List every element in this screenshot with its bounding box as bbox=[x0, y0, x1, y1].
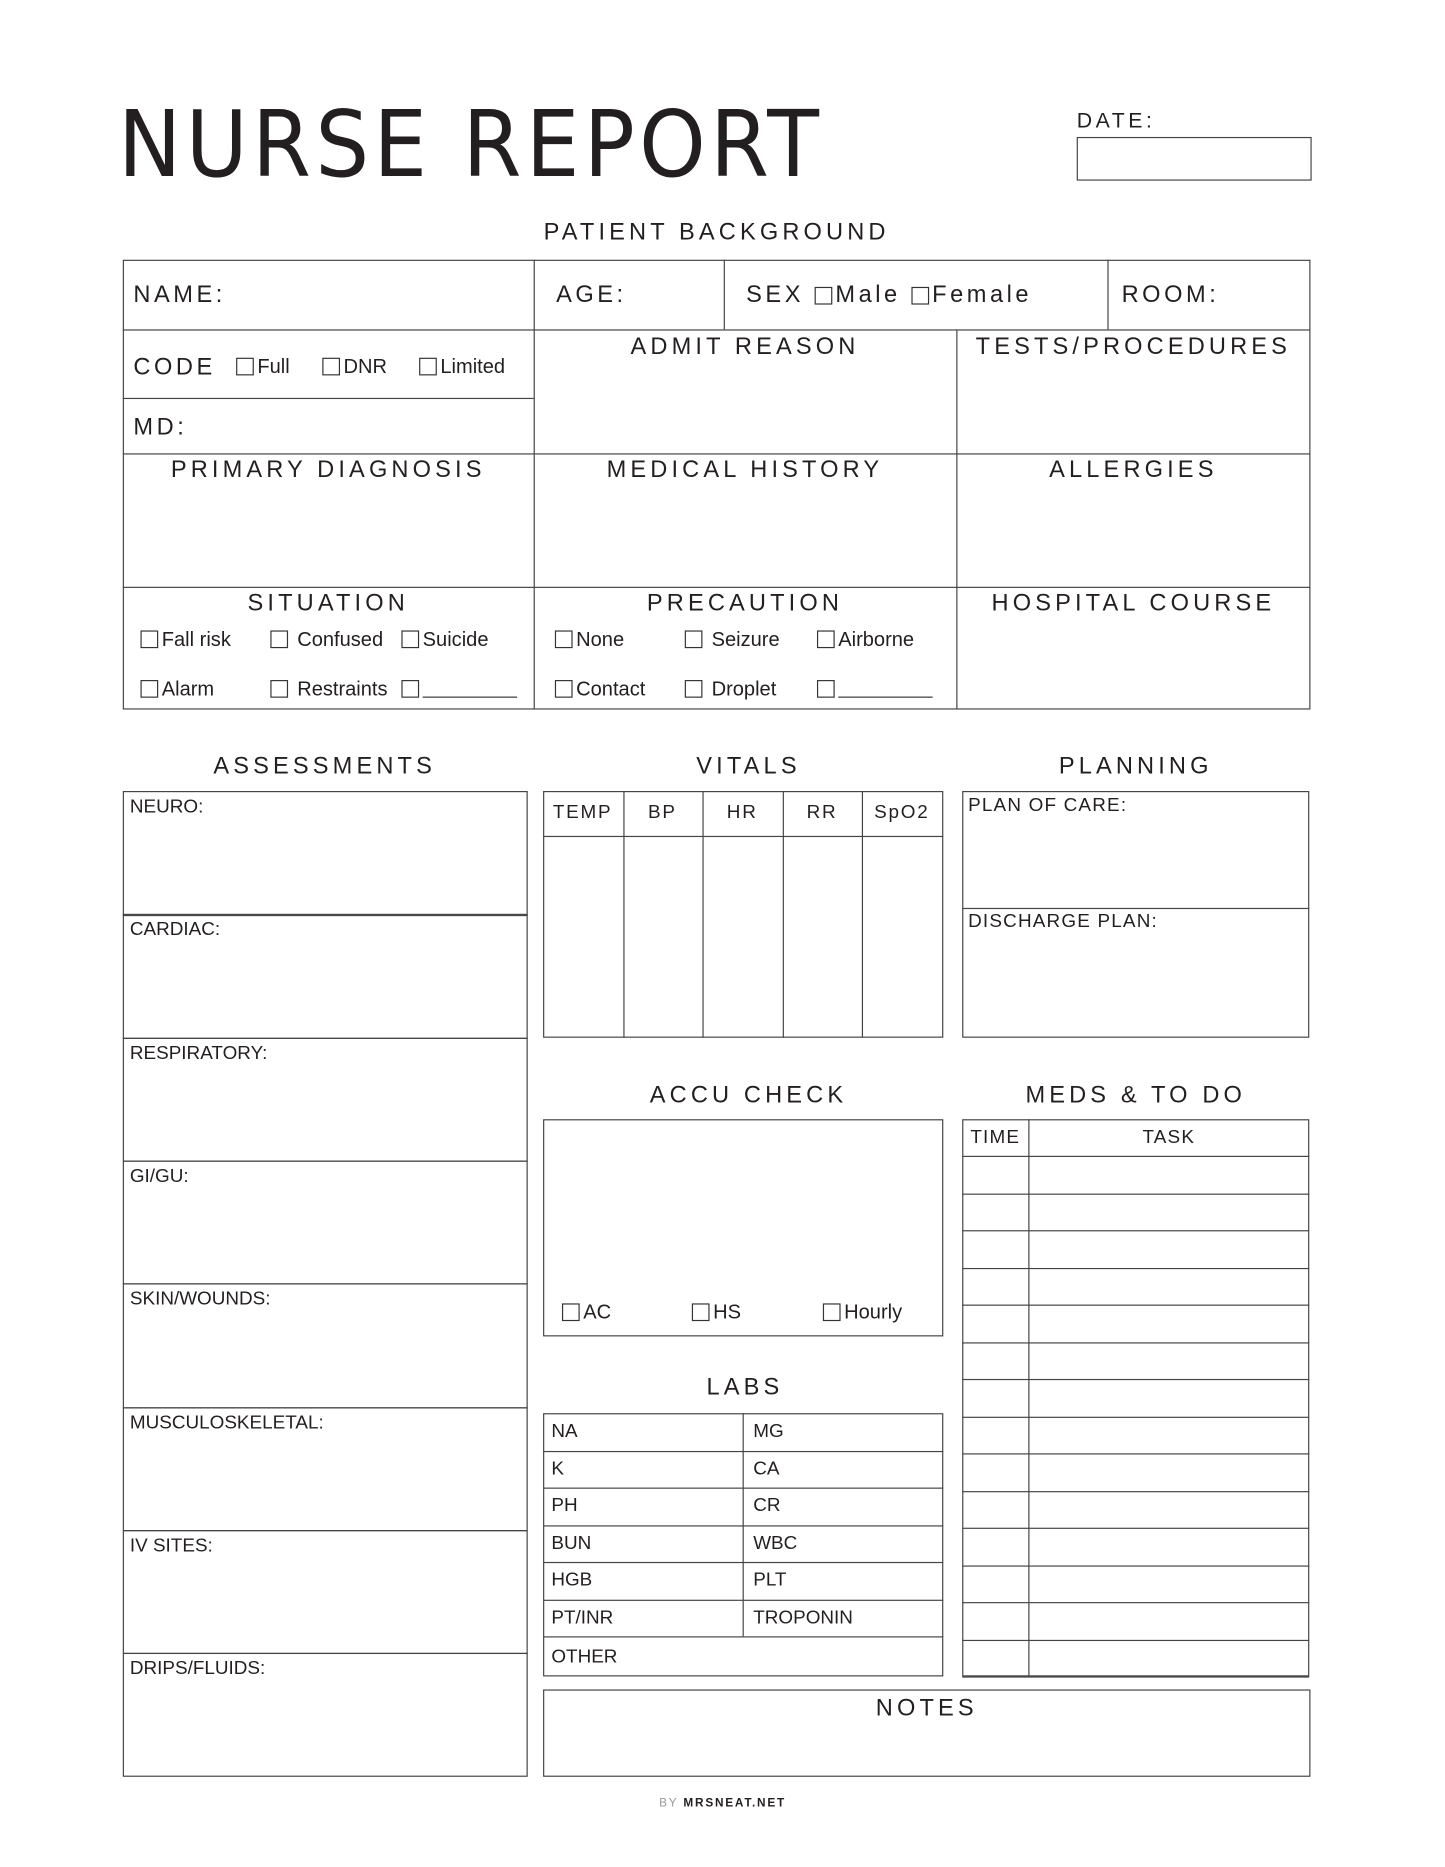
page-title: NURSE REPORT bbox=[118, 92, 824, 199]
vitals-column-header: BP bbox=[648, 802, 677, 823]
situation-heading: SITUATION bbox=[247, 590, 409, 617]
row-divider bbox=[543, 1636, 943, 1637]
column-divider bbox=[862, 791, 863, 1038]
allergies-heading: ALLERGIES bbox=[1049, 456, 1218, 483]
checkbox[interactable] bbox=[401, 680, 419, 698]
room-field[interactable]: ROOM: bbox=[1121, 282, 1220, 309]
code-label: CODE bbox=[133, 354, 216, 381]
checkbox[interactable] bbox=[140, 630, 158, 648]
meds-row[interactable] bbox=[963, 1529, 1308, 1564]
notes-heading: NOTES bbox=[875, 1695, 978, 1722]
plan-of-care-field[interactable]: PLAN OF CARE: bbox=[968, 795, 1128, 816]
primary-diagnosis-heading: PRIMARY DIAGNOSIS bbox=[170, 456, 486, 483]
checkbox[interactable] bbox=[322, 358, 340, 376]
meds-row[interactable] bbox=[963, 1194, 1308, 1229]
meds-task-header: TASK bbox=[1142, 1127, 1196, 1148]
precaution-other[interactable] bbox=[817, 678, 933, 702]
checkbox[interactable] bbox=[685, 630, 703, 648]
assessment-label: SKIN/WOUNDS: bbox=[129, 1289, 271, 1310]
checkbox[interactable] bbox=[401, 630, 419, 648]
tests-procedures-heading: TESTS/PROCEDURES bbox=[975, 334, 1292, 361]
situation-other[interactable] bbox=[401, 678, 517, 702]
lab-label: CR bbox=[753, 1495, 781, 1516]
lab-label: PT/INR bbox=[551, 1607, 614, 1628]
vitals-column-header: RR bbox=[806, 802, 838, 823]
assessment-label: CARDIAC: bbox=[129, 920, 221, 941]
footer-credit: BY MRSNEAT.NET bbox=[659, 1796, 786, 1810]
situation-restraints[interactable]: Restraints bbox=[270, 678, 387, 702]
checkbox[interactable] bbox=[817, 680, 835, 698]
vitals-input-cell[interactable] bbox=[865, 838, 939, 1034]
accu-ac-option[interactable]: AC bbox=[562, 1301, 611, 1325]
date-label: DATE: bbox=[1076, 108, 1156, 133]
admit-reason-heading: ADMIT REASON bbox=[630, 334, 860, 361]
assessment-label: IV SITES: bbox=[129, 1535, 213, 1556]
column-divider bbox=[743, 1413, 744, 1636]
accu-check-heading: ACCU CHECK bbox=[649, 1082, 848, 1109]
vitals-input-cell[interactable] bbox=[705, 838, 779, 1034]
assessments-heading: ASSESSMENTS bbox=[213, 753, 436, 780]
vitals-input-cell[interactable] bbox=[625, 838, 699, 1034]
planning-heading: PLANNING bbox=[1058, 753, 1213, 780]
accu-hs-option[interactable]: HS bbox=[692, 1301, 741, 1325]
lab-label: CA bbox=[753, 1458, 780, 1479]
column-divider bbox=[782, 791, 783, 1038]
lab-other-label: OTHER bbox=[551, 1646, 618, 1668]
checkbox[interactable] bbox=[562, 1303, 580, 1321]
vitals-column-header: TEMP bbox=[552, 802, 613, 823]
vitals-input-cell[interactable] bbox=[785, 838, 859, 1034]
blank-line[interactable] bbox=[838, 680, 932, 698]
checkbox[interactable] bbox=[555, 680, 573, 698]
assessment-label: RESPIRATORY: bbox=[129, 1043, 268, 1064]
meds-row[interactable] bbox=[963, 1269, 1308, 1304]
assessment-label: NEURO: bbox=[129, 796, 204, 817]
checkbox[interactable] bbox=[140, 680, 158, 698]
lab-label: MG bbox=[753, 1421, 784, 1442]
situation-confused[interactable]: Confused bbox=[270, 628, 383, 652]
lab-label: TROPONIN bbox=[753, 1607, 853, 1628]
meds-row[interactable] bbox=[963, 1343, 1308, 1378]
assessment-label: GI/GU: bbox=[129, 1166, 189, 1187]
meds-row[interactable] bbox=[963, 1157, 1308, 1192]
checkbox[interactable] bbox=[236, 358, 254, 376]
md-field[interactable]: MD: bbox=[133, 414, 188, 441]
situation-alarm[interactable]: Alarm bbox=[140, 678, 214, 702]
situation-suicide[interactable]: Suicide bbox=[401, 628, 488, 652]
checkbox[interactable] bbox=[270, 630, 288, 648]
lab-label: K bbox=[551, 1458, 564, 1479]
meds-row[interactable] bbox=[963, 1566, 1308, 1601]
age-field[interactable]: AGE: bbox=[556, 282, 627, 309]
meds-row[interactable] bbox=[963, 1380, 1308, 1415]
precaution-heading: PRECAUTION bbox=[646, 590, 844, 617]
vitals-column-header: SpO2 bbox=[874, 802, 930, 823]
meds-row[interactable] bbox=[963, 1231, 1308, 1266]
medical-history-heading: MEDICAL HISTORY bbox=[606, 456, 884, 483]
precaution-none[interactable]: None bbox=[555, 628, 624, 652]
checkbox[interactable] bbox=[270, 680, 288, 698]
row-divider bbox=[962, 1676, 1309, 1677]
checkbox[interactable] bbox=[419, 358, 437, 376]
code-limited-option[interactable]: Limited bbox=[419, 355, 505, 379]
precaution-droplet[interactable]: Droplet bbox=[685, 678, 777, 702]
precaution-seizure[interactable]: Seizure bbox=[685, 628, 780, 652]
vitals-input-cell[interactable] bbox=[545, 838, 619, 1034]
code-full-option[interactable]: Full bbox=[236, 355, 290, 379]
meds-row[interactable] bbox=[963, 1492, 1308, 1527]
discharge-plan-field[interactable]: DISCHARGE PLAN: bbox=[968, 911, 1158, 932]
lab-label: HGB bbox=[551, 1570, 593, 1591]
patient-background-heading: PATIENT BACKGROUND bbox=[543, 219, 890, 246]
name-field[interactable]: NAME: bbox=[133, 282, 226, 309]
meds-heading: MEDS & TO DO bbox=[1025, 1082, 1247, 1109]
checkbox[interactable] bbox=[692, 1303, 710, 1321]
checkbox[interactable] bbox=[555, 630, 573, 648]
checkbox[interactable] bbox=[685, 680, 703, 698]
precaution-contact[interactable]: Contact bbox=[555, 678, 645, 702]
lab-label: PLT bbox=[753, 1570, 787, 1591]
assessment-label: DRIPS/FLUIDS: bbox=[129, 1658, 266, 1679]
precaution-airborne[interactable]: Airborne bbox=[817, 628, 914, 652]
lab-label: NA bbox=[551, 1421, 578, 1442]
column-divider bbox=[623, 791, 624, 1038]
code-dnr-option[interactable]: DNR bbox=[322, 355, 387, 379]
checkbox[interactable] bbox=[817, 630, 835, 648]
meds-row[interactable] bbox=[963, 1640, 1308, 1675]
checkbox[interactable] bbox=[823, 1303, 841, 1321]
blank-line[interactable] bbox=[423, 680, 517, 698]
meds-row[interactable] bbox=[963, 1306, 1308, 1341]
female-checkbox[interactable] bbox=[911, 287, 929, 305]
lab-label: BUN bbox=[551, 1533, 592, 1554]
date-field[interactable] bbox=[1077, 137, 1312, 181]
meds-row[interactable] bbox=[963, 1454, 1308, 1489]
assessment-label: MUSCULOSKELETAL: bbox=[129, 1412, 324, 1433]
lab-label: WBC bbox=[753, 1533, 798, 1554]
lab-label: PH bbox=[551, 1495, 578, 1516]
meds-time-header: TIME bbox=[970, 1127, 1021, 1148]
vitals-heading: VITALS bbox=[696, 753, 801, 780]
vitals-column-header: HR bbox=[726, 802, 758, 823]
male-checkbox[interactable] bbox=[814, 287, 832, 305]
sex-field: SEX Male Female bbox=[746, 282, 1033, 309]
column-divider bbox=[703, 791, 704, 1038]
situation-fall-risk[interactable]: Fall risk bbox=[140, 628, 230, 652]
meds-row[interactable] bbox=[963, 1417, 1308, 1452]
meds-row[interactable] bbox=[963, 1603, 1308, 1638]
hospital-course-heading: HOSPITAL COURSE bbox=[991, 590, 1276, 617]
labs-heading: LABS bbox=[706, 1374, 784, 1401]
accu-hourly-option[interactable]: Hourly bbox=[823, 1301, 902, 1325]
